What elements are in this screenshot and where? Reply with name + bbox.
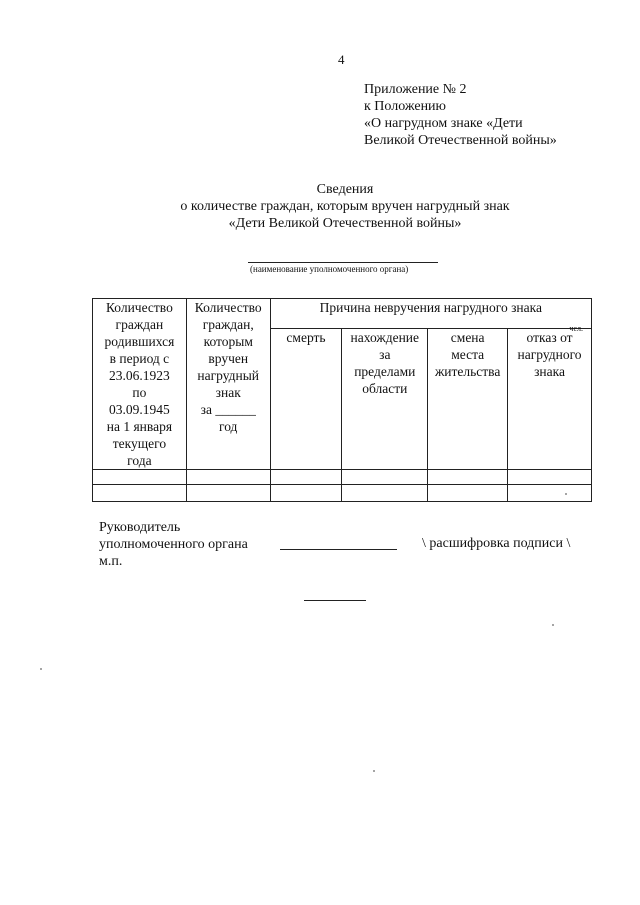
signature-line-1: Руководитель (99, 520, 181, 535)
header-born-count: Количество граждан родившихся в период с 23.06.1923 по 03.09.1945 на 1 января текущего года (93, 299, 187, 470)
title-line-2: о количестве граждан, которым вручен нагрудный знак (180, 199, 510, 214)
header-death: смерть (270, 328, 342, 469)
appendix-line-2: к Положению (364, 99, 447, 114)
signature-decode: \ расшифровка подписи \ (422, 536, 571, 551)
signature-underline (280, 549, 397, 550)
header-residence-change: смена места жительства (428, 328, 508, 469)
signature-line-2: уполномоченного органа (99, 537, 248, 552)
org-name-caption: (наименование уполномоченного органа) (250, 264, 409, 274)
header-outside-region: нахождение за пределами области (342, 328, 428, 469)
appendix-line-3: «О нагрудном знаке «Дети (364, 116, 523, 131)
unit-label: чел. (569, 324, 583, 333)
appendix-heading (364, 81, 557, 149)
signature-block (99, 519, 248, 570)
scan-speck (40, 668, 42, 670)
closing-line (304, 600, 366, 601)
data-table (92, 298, 592, 502)
scan-speck (565, 493, 567, 495)
scan-speck (552, 624, 554, 626)
title-line-3: «Дети Великой Отечественной войны» (228, 216, 462, 231)
page-number: 4 (338, 52, 345, 67)
signature-line-3: м.п. (99, 554, 123, 569)
header-refusal: отказ от нагрудного знака (508, 328, 592, 469)
table-row (93, 470, 592, 485)
header-awarded-count: Количество граждан, которым вручен нагрудный знак за ______ год (186, 299, 270, 470)
header-non-award-reason: Причина невручения нагрудного знака чел. (270, 299, 591, 329)
document-title (0, 181, 640, 232)
title-line-1: Сведения (316, 182, 374, 197)
table-row (93, 485, 592, 502)
scan-speck (373, 770, 375, 772)
org-name-underline (248, 262, 438, 263)
appendix-line-4: Великой Отечественной войны» (364, 133, 557, 148)
appendix-line-1: Приложение № 2 (364, 82, 467, 97)
